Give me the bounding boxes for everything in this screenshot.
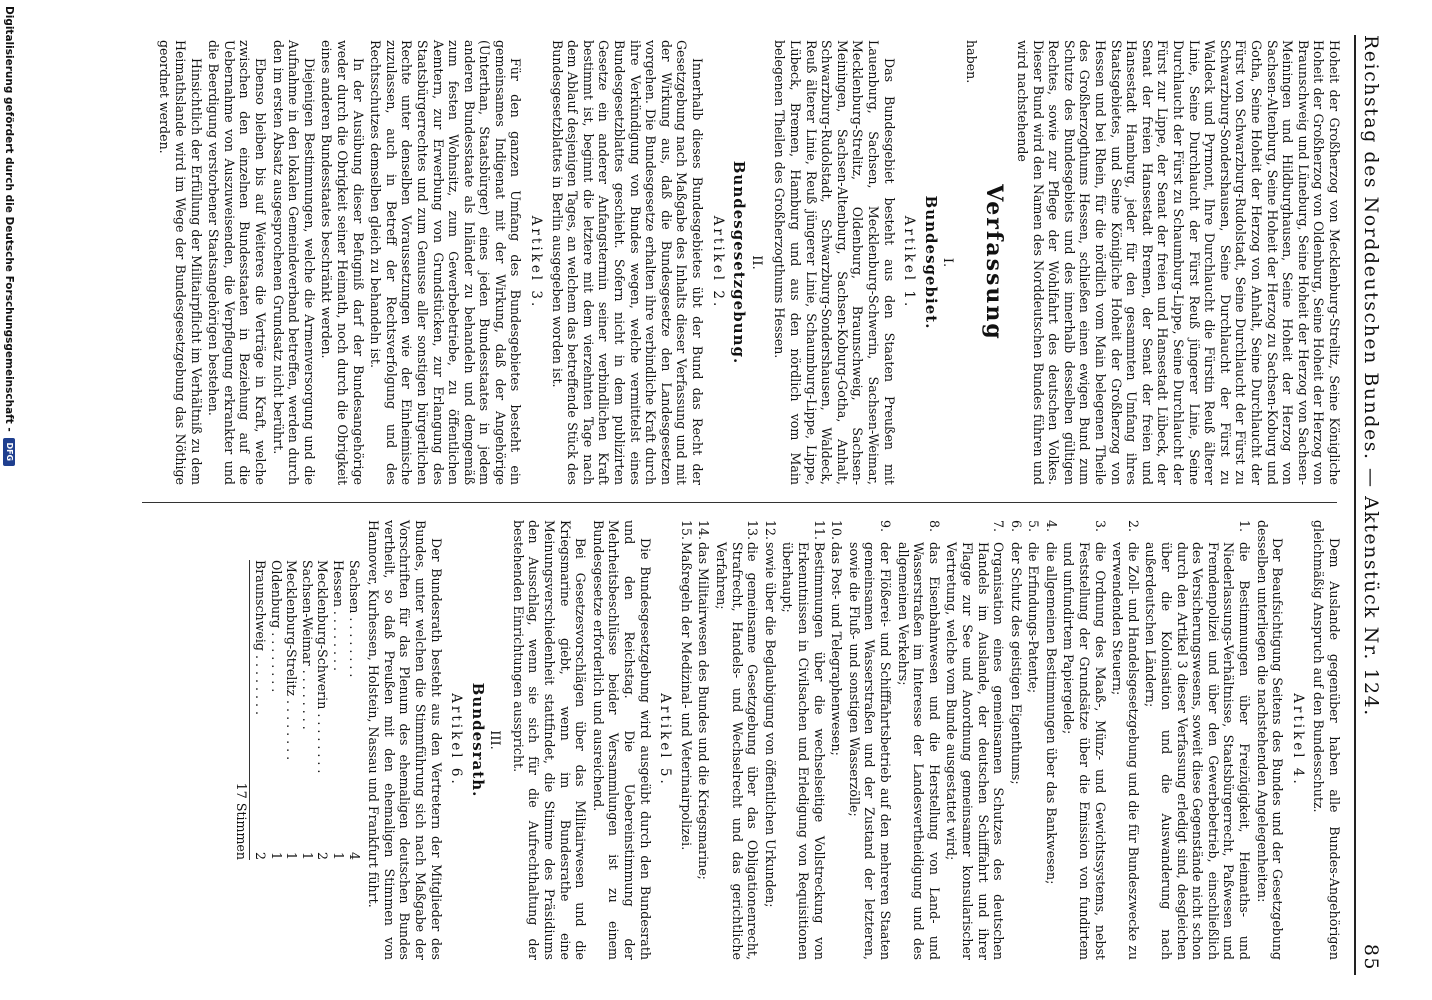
article-2-text: Innerhalb dieses Bundesgebietes übt der Bund das Recht der Gesetzgebung nach Maßgabe des Inhalts dieser Verfassung und mit der Wirkung aus, daß die Bundesgesetze den Landesgesetzen vorgehen. Die Bundesgesetze erhalten ihre verbindliche Kraft durch ihre Verkündigung von Bundes wegen, welche vermittelst eines Bundesgesetzblattes geschieht. Sofern nicht in dem publizirten Gesetze ein anderer Anfangstermin seiner verbindlichen Kraft bestimmt ist, beginnt die letztere mit dem vierzehnten Tage nach dem Ablauf desjenigen Tages, an welchem das betreffende Stück des Bundesgesetzblattes in Berlin ausgegeben worden ist.	[549, 40, 706, 485]
vote-count: 1	[299, 851, 315, 860]
vote-state: Mecklenburg-Strelitz . . . . . . . .	[284, 560, 300, 761]
item-number: 9.	[877, 520, 893, 533]
item-number: 10.	[829, 520, 845, 541]
vote-count: 2	[315, 851, 331, 860]
right-column	[234, 520, 1342, 960]
intro-end: haben.	[963, 40, 979, 84]
item-text: das Militairwesen des Bundes und die Kriegsmarine;	[696, 542, 712, 880]
item-text: das Post- und Telegraphenwesen;	[829, 542, 845, 756]
article-4-item	[1026, 520, 1042, 960]
section-1-numeral: I.	[940, 257, 956, 268]
article-4-item	[1143, 520, 1252, 960]
item-number: 12.	[762, 520, 778, 541]
item-text: die allgemeinen Bestimmungen über das Bankwesen;	[1043, 542, 1059, 885]
item-number: 7.	[991, 520, 1007, 533]
article-3-heading: Artikel 3.	[528, 215, 545, 310]
article-4-item	[1008, 520, 1024, 960]
article-4-item	[1061, 520, 1108, 960]
article-4-list	[678, 520, 1252, 960]
article-1-heading: Artikel 1.	[901, 215, 918, 310]
article-2-heading: Artikel 2.	[709, 215, 726, 310]
item-number: 14.	[696, 520, 712, 541]
column-divider	[142, 502, 1337, 503]
article-6-text: Der Bundesrath besteht aus den Vertretern der Mitglieder des Bundes, unter welchen die Stimmführung sich nach Maßgabe der Vorschriften für das Plenum des ehemaligen deutschen Bundes vertheilt, so daß Preußen mit den ehemaligen Stimmen von Hannover, Kurhessen, Holstein, Nassau und Frankfurt führt.	[366, 520, 444, 960]
article-4-item	[696, 520, 712, 960]
section-2-title: Bundesgesetzgebung.	[730, 160, 749, 365]
vote-count: 1	[330, 851, 346, 860]
article-4-item	[1043, 520, 1059, 960]
section-3-numeral: III.	[487, 730, 503, 750]
vote-row	[268, 560, 284, 860]
article-5-paragraph: Bei Gesetzesvorschlägen über das Militairwesen und die Kriegsmarine giebt, wenn im Bundesrathe eine Meinungsverschiedenheit stattfindet, die Stimme des Präsidiums den Ausschlag, wenn sie sich für die Aufrechthaltung der bestehenden Einrichtungen ausspricht.	[510, 520, 589, 960]
article-3-paragraph: Dem Auslande gegenüber haben alle Bundes-Angehörigen gleichmäßig Anspruch auf den Bundesschutz.	[1311, 520, 1342, 960]
item-text: das Eisenbahnwesen und die Herstellung von Land- und Wasserstraßen im Interesse der Landesvertheidigung und des allgemeinen Verkehrs;	[895, 542, 942, 960]
left-column	[155, 40, 1342, 485]
dfg-logo: DFG	[3, 438, 15, 466]
item-number: 11.	[811, 520, 827, 541]
article-4-item	[713, 520, 760, 960]
item-number: 1.	[1237, 520, 1253, 533]
votes-table	[234, 560, 362, 860]
item-text: die Zoll- und Handelsgesetzgebung und die für Bundeszwecke zu verwendenden Steuern;	[1110, 542, 1141, 960]
article-4-item	[762, 520, 778, 960]
vote-row	[315, 560, 331, 860]
vote-count: 1	[284, 851, 300, 860]
vote-state: Hessen . . . . . . . .	[330, 560, 346, 671]
article-5-heading: Artikel 5.	[657, 693, 674, 787]
vote-state: Oldenburg . . . . . . . .	[268, 560, 284, 693]
intro-paragraph: Hoheit der Großherzog von Mecklenburg-Strelitz, Seine Königliche Hoheit der Großherzog von Oldenburg, Seine Hoheit der Herzog von Braunschweig und Lüneburg, Seine Hoheit der Herzog von Sachsen-Meiningen und Hildburghausen, Seine Hoheit der Herzog von Sachsen-Altenburg, Seine Hoheit der Herzog zu Sachsen-Koburg und Gotha, Seine Hoheit der Herzog von Anhalt, Seine Durchlaucht der Fürst von Schwarzburg-Rudolstadt, Seine Durchlaucht der Fürst zu Schwarzburg-Sondershausen, Seine Durchlaucht der Fürst zu Waldeck und Pyrmont, Ihre Durchlaucht die Fürstin Reuß älterer Linie, Seine Durchlaucht der Fürst Reuß jüngerer Linie, Seine Durchlaucht der Fürst zu Schaumburg-Lippe, Seine Durchlaucht der Fürst zur Lippe, der Senat der freien und Hansestadt Lübeck, der Senat der freien Hansestadt Bremen, der Senat der freien und Hansestadt Hamburg, jeder für den gesammten Umfang ihres Staatsgebietes, und Seine Königliche Hoheit der Großherzog von Hessen und bei Rhein, für die nördlich vom Main belegenen Theile des Großherzogthums Hessen, schließen einen ewigen Bund zum Schutze des Bundesgebiets und des innerhalb desselben gültigen Rechtes, sowie zur Pflege der Wohlfahrt des deutschen Volkes. Dieser Bund wird den Namen des Norddeutschen Bundes führen und wird nachstehende	[1015, 40, 1342, 485]
digitization-footer	[0, 0, 18, 1000]
item-number: 2.	[1125, 520, 1141, 533]
article-4-intro: Der Beaufsichtigung Seitens des Bundes und der Gesetzgebung desselben unterliegen die nachstehenden Angelegenheiten:	[1254, 520, 1286, 960]
page-number: 85	[1360, 943, 1382, 971]
article-4-item	[895, 520, 942, 960]
vote-state: Sachsen . . . . . . . .	[346, 560, 362, 678]
vote-row	[284, 560, 300, 860]
article-4-item	[944, 520, 1006, 960]
article-5-paragraph: Die Bundesgesetzgebung wird ausgeübt durch den Bundesrath und den Reichstag. Die Uebereinstimmung der Mehrheitsbeschlüsse beider Versammlungen ist zu einem Bundesgesetze erforderlich und ausreichend.	[590, 520, 653, 960]
item-text: die gemeinsame Gesetzgebung über das Obligationenrecht, Strafrecht, Handels- und Wechselrecht und das gerichtliche Verfahren;	[714, 542, 761, 960]
item-text: die Erfindungs-Patente;	[1026, 542, 1042, 694]
vote-state: Mecklenburg-Schwerin . . . . . . . .	[315, 560, 331, 774]
vote-state: Braunschweig . . . . . . . .	[253, 560, 268, 716]
main-heading: Verfassung	[980, 184, 1007, 341]
article-4-item	[780, 520, 827, 960]
item-text: die Ordnung des Maaß-, Münz- und Gewichtssystems, nebst Feststellung der Grundsätze über die Emission von fundirtem und unfundirtem Papiergelde;	[1061, 542, 1108, 960]
section-1-title: Bundesgebiet.	[921, 195, 940, 330]
article-4-item	[1110, 520, 1141, 960]
footer-text: Digitalisierung gefördert durch die Deutsche Forschungsgemeinschaft -	[3, 6, 15, 432]
item-number: 3.	[1092, 520, 1108, 533]
item-number: 4.	[1043, 520, 1059, 533]
item-number: 5.	[1026, 520, 1042, 533]
vote-count: 4	[346, 851, 362, 860]
section-3-title: Bundesrath.	[468, 682, 487, 798]
article-1-text: Das Bundesgebiet besteht aus den Staaten Preußen mit Lauenburg, Sachsen, Mecklenburg-Schwerin, Sachsen-Weimar, Mecklenburg-Strelitz, Oldenburg, Braunschweig, Sachsen-Meiningen, Sachsen-Altenburg, Sachsen-Koburg-Gotha, Anhalt, Schwarzburg-Rudolstadt, Schwarzburg-Sondershausen, Waldeck, Reuß älterer Linie, Reuß jüngerer Linie, Schaumburg-Lippe, Lippe, Lübeck, Bremen, Hamburg und aus den nördlich vom Main belegenen Theilen des Großherzogthums Hessen.	[772, 40, 897, 485]
item-number: 15.	[678, 520, 694, 541]
item-text: Organisation eines gemeinsamen Schutzes des deutschen Handels im Auslande, der deutschen Schifffahrt und ihrer Flagge zur See und Anordnung gemeinsamer konsularischer Vertretung, welche vom Bunde ausgestattet wird;	[944, 542, 1007, 960]
article-4-item	[678, 520, 694, 960]
vote-row	[299, 560, 315, 860]
votes-total: 17 Stimmen	[234, 560, 251, 860]
item-number: 13.	[745, 520, 761, 541]
item-number: 6.	[1008, 520, 1024, 533]
article-3-paragraph: Diejenigen Bestimmungen, welche die Armenversorgung und die Aufnahme in den lokalen Gemeindeverband betreffen, werden durch den im ersten Absatz ausgesprochenen Grundsatz nicht berührt.	[270, 40, 317, 485]
item-number: 8.	[926, 520, 942, 533]
article-3-paragraph: In der Ausübung dieser Befugniß darf der Bundesangehörige weder durch die Obrigkeit seiner Heimath, noch durch die Obrigkeit eines anderen Bundesstaates beschränkt werden.	[319, 40, 366, 485]
item-text: der Flößerei- und Schifffahrtsbetrieb auf den mehreren Staaten gemeinsamen Wasserstraßen und der Zustand der letzteren, sowie die Fluß- und sonstigen Wasserzölle;	[846, 542, 893, 960]
article-4-item	[829, 520, 845, 960]
item-text: die Bestimmungen über Freizügigkeit, Heimaths- und Niederlassungs-Verhältnisse, Staatsbürgerrecht, Paßwesen und Fremdenpolizei und über den Gewerbebetrieb, einschließlich des Versicherungswesens, soweit diese Gegenstände nicht schon durch den Artikel 3 dieser Verfassung erledigt sind, desgleichen über die Kolonisation und die Auswanderung nach außerdeutschen Ländern;	[1143, 542, 1253, 960]
vote-count: 2	[253, 851, 268, 860]
vote-row	[330, 560, 346, 860]
article-4-item	[846, 520, 893, 960]
item-text: sowie über die Beglaubigung von öffentlichen Urkunden;	[762, 542, 778, 908]
page-header	[1354, 35, 1382, 975]
vote-count: 1	[268, 851, 284, 860]
header-title: Reichstag des Norddeutschen Bundes. — Aktenstück Nr. 124.	[1360, 35, 1382, 717]
section-2-numeral: II.	[748, 255, 764, 270]
vote-state: Sachsen-Weimar . . . . . . . .	[299, 560, 315, 730]
article-3-paragraph: Für den ganzen Umfang des Bundesgebietes besteht ein gemeinsames Indigenat mit der Wirkung, daß der Angehörige (Unterthan, Staatsbürger) eines jeden Bundesstaates in jedem anderen Bundesstaate als Inländer zu behandeln und demgemäß zum festen Wohnsitz, zum Gewerbebetriebe, zu öffentlichen Aemtern, zur Erwerbung von Grundstücken, zur Erlangung des Staatsbürgerrechtes und zum Genusse aller sonstigen bürgerlichen Rechte unter denselben Voraussetzungen wie der Einheimische zuzulassen, auch in Betreff der Rechtsverfolgung und des Rechtsschutzes demselben gleich zu behandeln ist.	[368, 40, 524, 485]
item-text: der Schutz des geistigen Eigenthums;	[1008, 542, 1024, 785]
article-6-heading: Artikel 6.	[448, 693, 465, 787]
article-3-paragraph: Hinsichtlich der Erfüllung der Militairpflicht im Verhältniß zu dem Heimathslande wird im Wege der Bundesgesetzgebung das Nöthige geordnet werden.	[157, 40, 204, 485]
vote-row	[346, 560, 362, 860]
item-text: Maßregeln der Medizinal- und Veterinairpolizei.	[678, 542, 694, 851]
vote-row	[252, 560, 268, 860]
article-4-heading: Artikel 4.	[1289, 693, 1306, 787]
item-text: Bestimmungen über die wechselseitige Vollstreckung von Erkenntnissen in Civilsachen und Erledigung von Requisitionen überhaupt;	[780, 542, 827, 960]
article-3-paragraph: Ebenso bleiben bis auf Weiteres die Verträge in Kraft, welche zwischen den einzelnen Bundesstaaten in Beziehung auf die Uebernahme von Auszuweisenden, die Verpflegung erkrankter und die Beerdigung verstorbener Staatsangehörigen bestehen.	[206, 40, 268, 485]
